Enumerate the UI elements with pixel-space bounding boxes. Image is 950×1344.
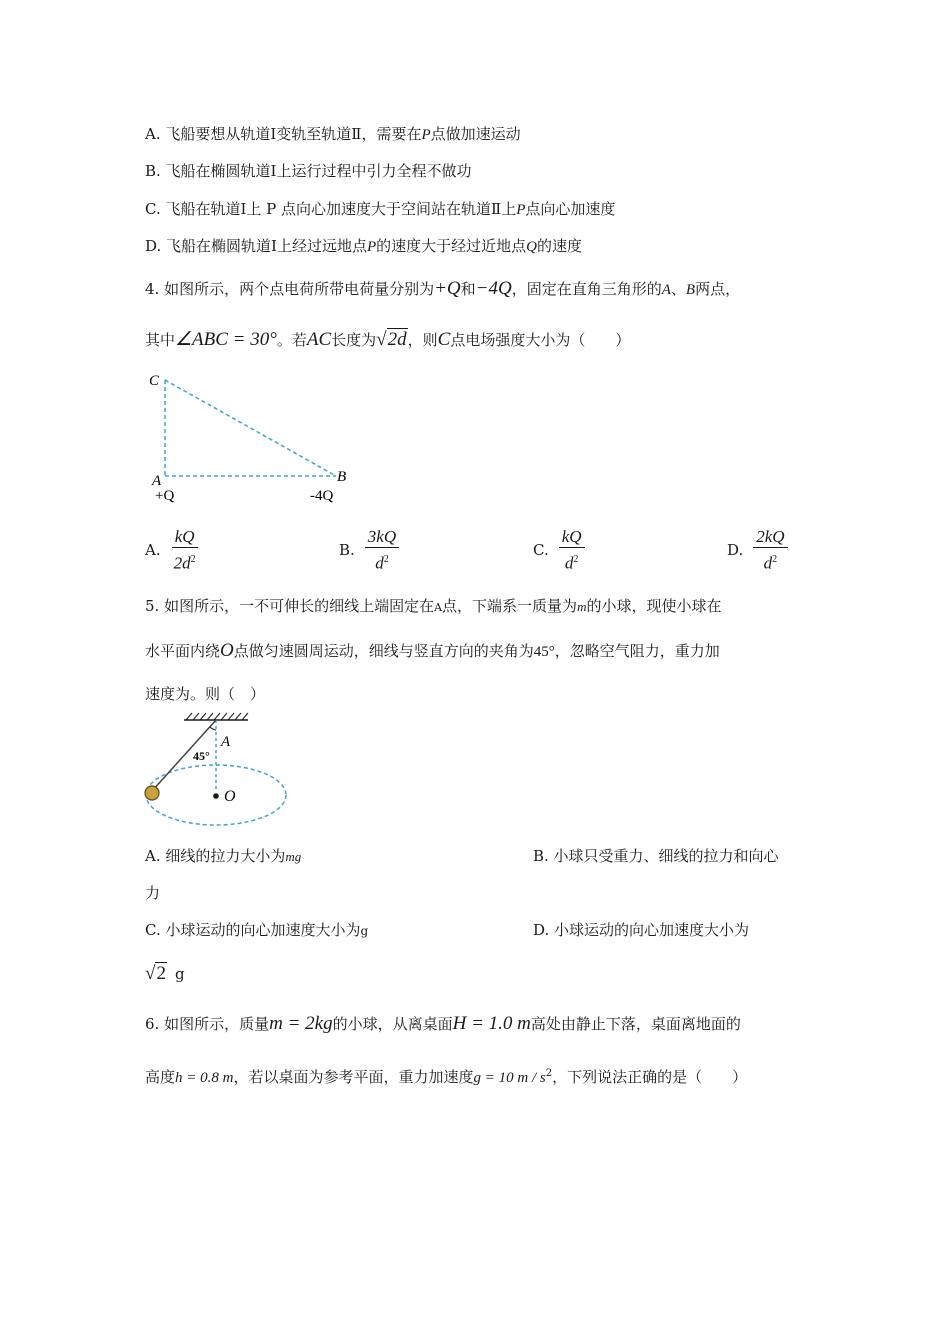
q4-option-c: C. $\frac{kQ}{d^2}$ (533, 527, 585, 573)
q5-pendulum-figure (138, 712, 298, 837)
charge-label-a: +Q (155, 488, 175, 504)
mass-value: m = 2kg (269, 1013, 333, 1034)
q5-option-c: C. 小球运动的向心加速度大小为g (145, 921, 369, 939)
q4-option-d: D. $\frac{2kQ}{d^2}$ (727, 527, 788, 573)
q5-stem-line3: 速度为。则（ ） (145, 685, 266, 703)
charge-positive: +Q (434, 278, 461, 299)
height-value: H = 1.0 m (452, 1013, 531, 1034)
label-a: A (221, 734, 231, 750)
q5-option-d-value: √2 g (145, 963, 185, 984)
var-p: P (421, 127, 431, 143)
table-height: h = 0.8 m (175, 1070, 234, 1086)
q5-stem-line1: 5. 如图所示，一不可伸长的细线上端固定在A点，下端系一质量为m的小球，现使小球在 (145, 597, 722, 615)
q6-stem-line1: 6. 如图所示，质量m = 2kg的小球，从离桌面H = 1.0 m高处由静止下落，桌面离地面的 (145, 1013, 741, 1034)
q3-option-a: A. 飞船要想从轨道Ⅰ变轨至轨道Ⅱ，需要在P点做加速运动 (145, 125, 521, 143)
label-angle: 45° (193, 749, 210, 763)
q4-stem-line1: 4. 如图所示，两个点电荷所带电荷量分别为+Q和−4Q，固定在直角三角形的A、B两点， (145, 278, 741, 299)
q4-triangle-figure (140, 366, 370, 511)
label-c: C (149, 373, 160, 389)
sqrt-length: √2d (376, 329, 407, 350)
q4-stem-line2: 其中∠ABC = 30°。若AC长度为√2d，则C点电场强度大小为（ ） (145, 329, 631, 350)
q5-option-d: D. 小球运动的向心加速度大小为 (533, 921, 750, 939)
q3-option-c: C. 飞船在轨道Ⅰ上 P 点向心加速度大于空间站在轨道Ⅱ上P点向心加速度 (145, 200, 616, 218)
ceiling-hatch (186, 713, 248, 720)
label-o: O (224, 788, 236, 805)
q4-option-b: B. $\frac{3kQ}{d^2}$ (339, 527, 399, 573)
q5-option-b: B. 小球只受重力、细线的拉力和向心 (533, 847, 779, 865)
q3-option-b: B. 飞船在椭圆轨道Ⅰ上运行过程中引力全程不做功 (145, 162, 472, 180)
q5-stem-line2: 水平面内绕O点做匀速圆周运动，细线与竖直方向的夹角为45°，忽略空气阻力，重力加 (145, 640, 720, 661)
gravity-value: g = 10 m / s (473, 1070, 546, 1086)
side-bc (165, 380, 336, 476)
charge-negative: −4Q (475, 278, 512, 299)
label-b: B (337, 469, 347, 485)
angle-abc: ∠ABC = 30° (175, 329, 277, 350)
center-dot (213, 793, 219, 799)
q6-stem-line2: 高度h = 0.8 m，若以桌面为参考平面，重力加速度g = 10 m / $s^2$，下列说法正确的是（ ） (145, 1068, 748, 1086)
q4-option-a: A. $\frac{kQ}{2d^2}$ (145, 527, 196, 573)
label-a: A (152, 473, 162, 489)
var-p: P (516, 202, 526, 218)
angle-arc (210, 727, 216, 730)
charge-label-b: -4Q (310, 488, 334, 504)
ball (145, 786, 159, 800)
q5-option-a: A. 细线的拉力大小为mg (145, 847, 302, 865)
q3-option-d: D. 飞船在椭圆轨道Ⅰ上经过远地点P的速度大于经过近地点Q的速度 (145, 237, 583, 255)
q5-option-b-cont: 力 (145, 884, 161, 902)
